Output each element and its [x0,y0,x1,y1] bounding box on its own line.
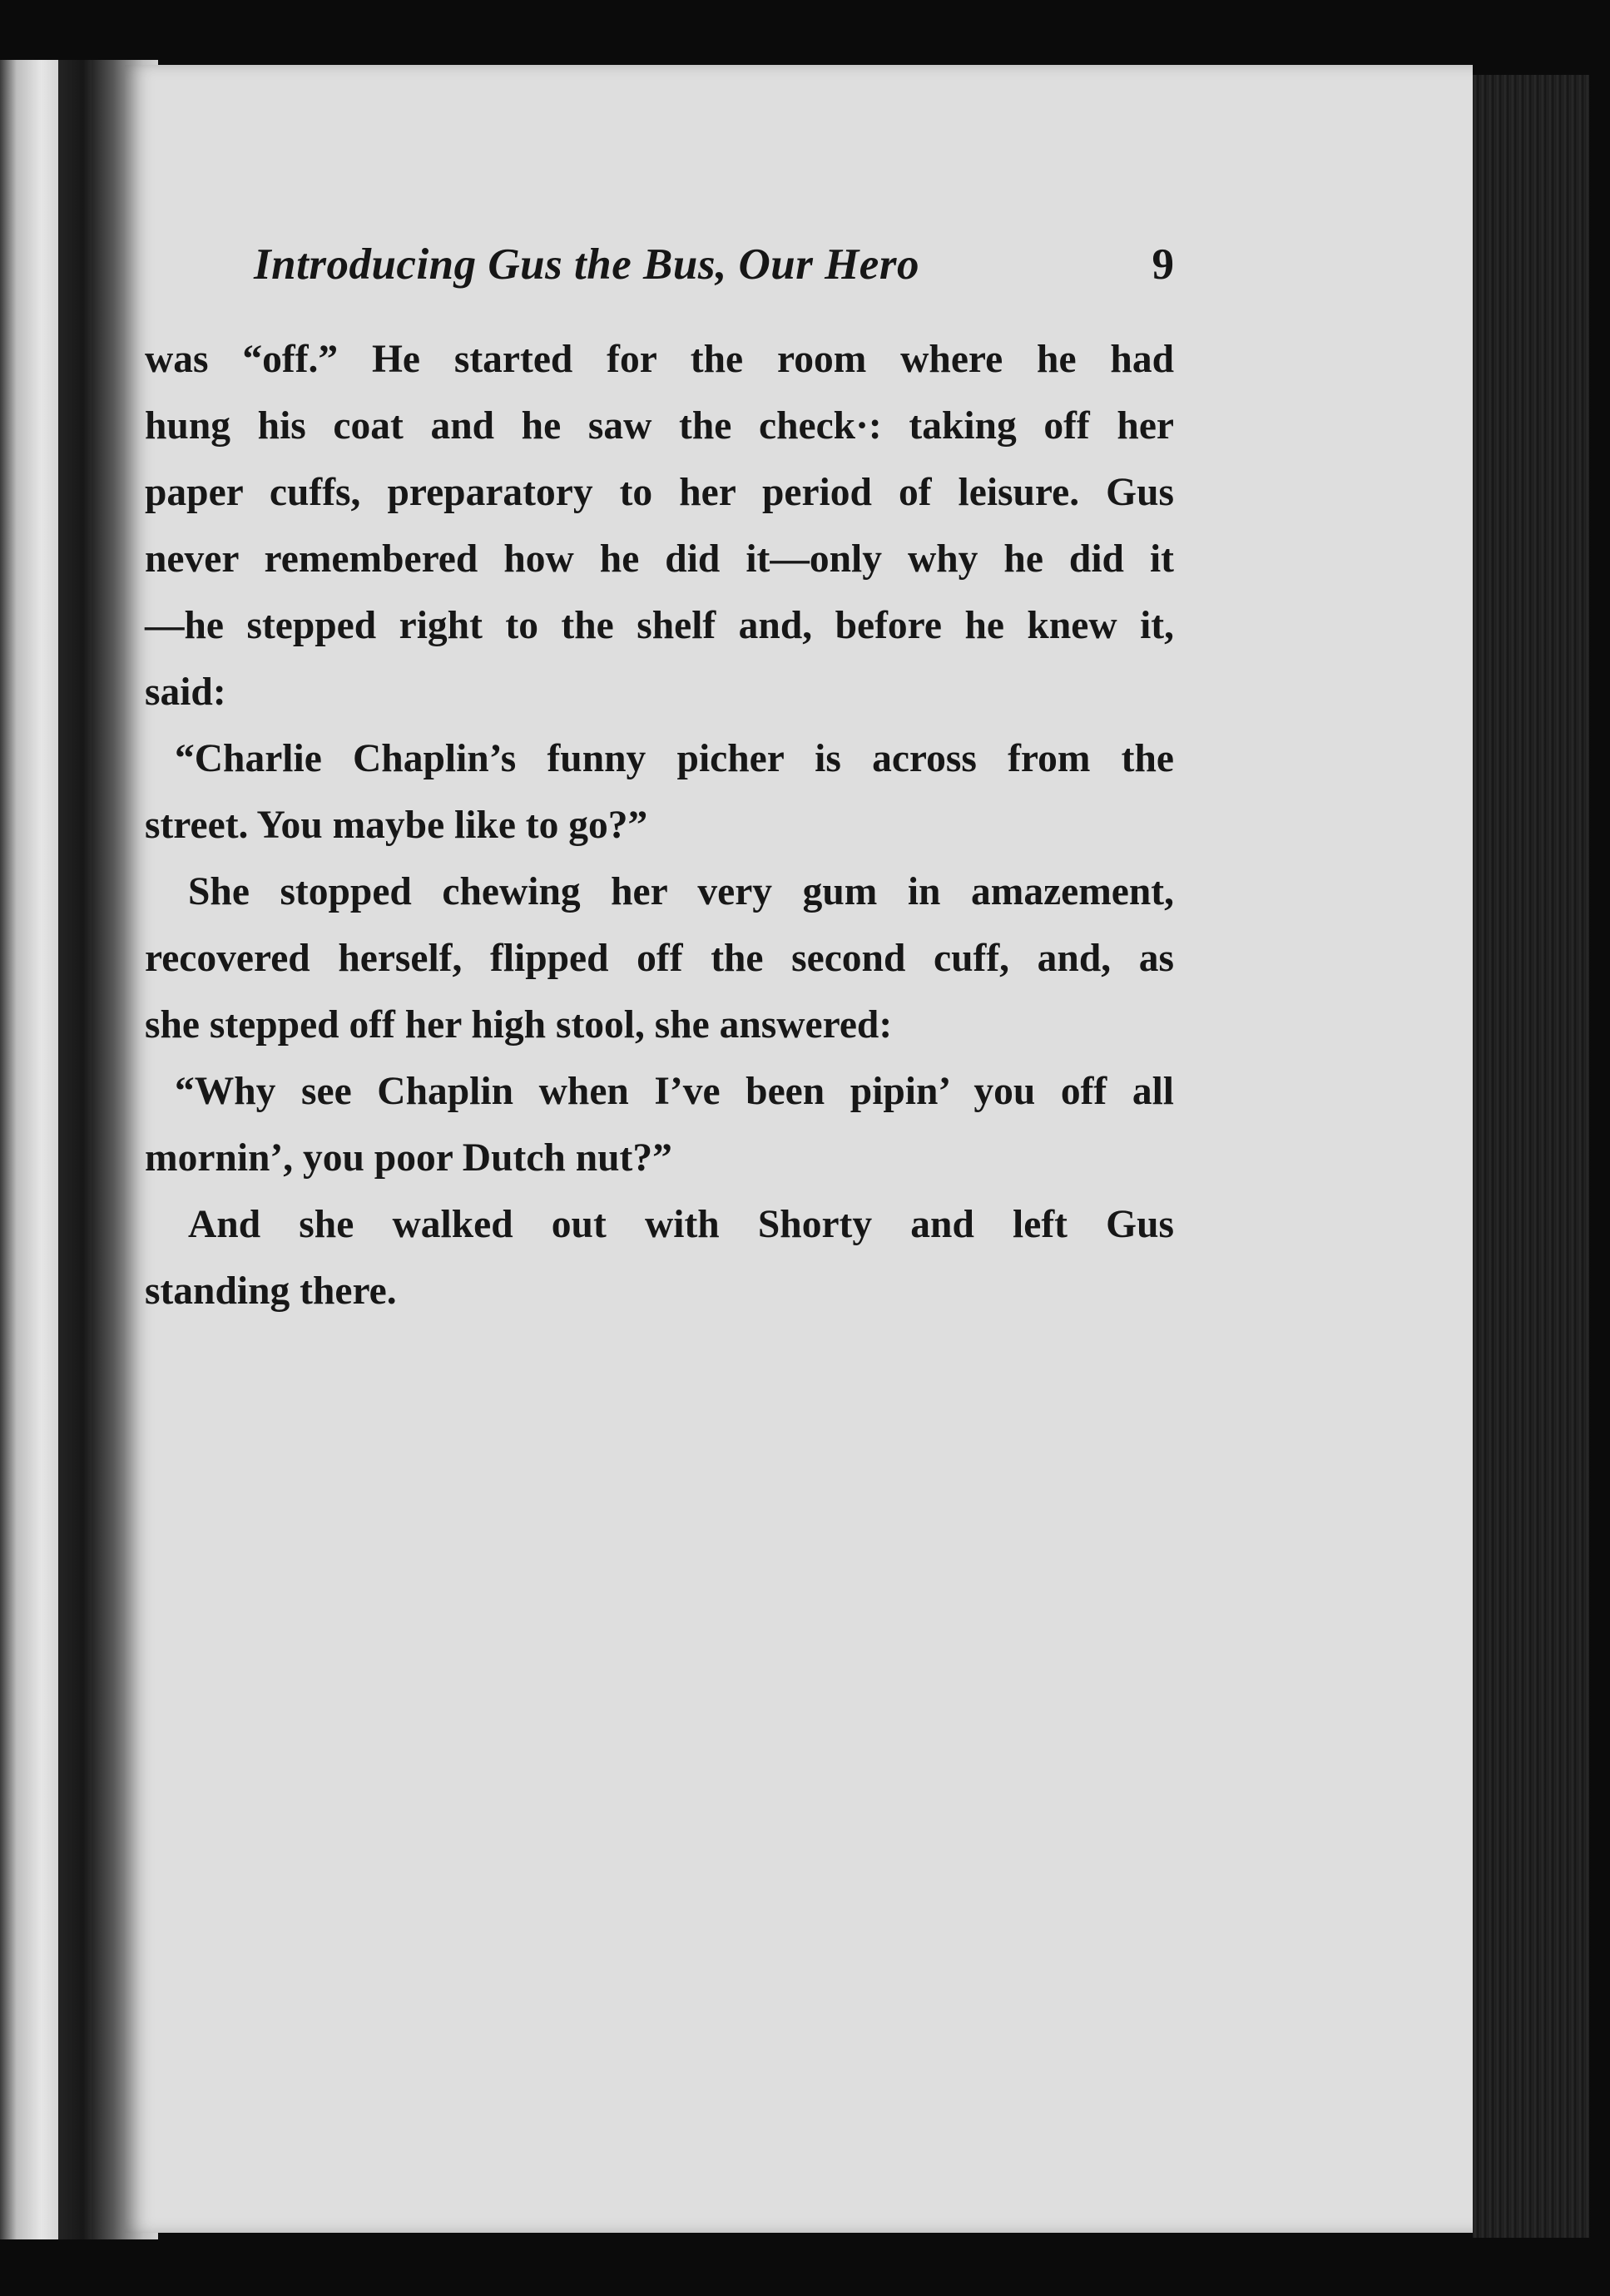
text-line: —he stepped right to the shelf and, before he knew it, [145,604,1174,647]
text-line: standing there. [145,1269,397,1313]
text-line: mornin’, you poor Dutch nut?” [145,1136,672,1180]
page-number: 9 [1152,240,1174,289]
text-line: “Why see Chaplin when I’ve been pipin’ you off all [175,1070,1174,1113]
text-line: hung his coat and he saw the check·: taking off her [145,404,1174,448]
text-line: paper cuffs, preparatory to her period of leisure. Gus [145,471,1174,514]
text-line: She stopped chewing her very gum in amazement, [188,870,1174,913]
page-edges [1473,75,1589,2238]
text-line: said: [145,670,226,714]
text-line: And she walked out with Shorty and left Gus [188,1203,1174,1246]
text-line: recovered herself, flipped off the second cuff, and, as [145,937,1174,980]
body-text [145,326,1174,1324]
text-line: never remembered how he did it—only why he did it [145,537,1174,581]
running-head [125,240,1174,306]
text-line: “Charlie Chaplin’s funny picher is across from the [175,737,1174,780]
running-head-title: Introducing Gus the Bus, Our Hero [254,240,919,289]
text-line: street. You maybe like to go?” [145,804,648,847]
text-line: was “off.” He started for the room where he had [145,338,1174,381]
text-line: she stepped off her high stool, she answered: [145,1003,893,1047]
